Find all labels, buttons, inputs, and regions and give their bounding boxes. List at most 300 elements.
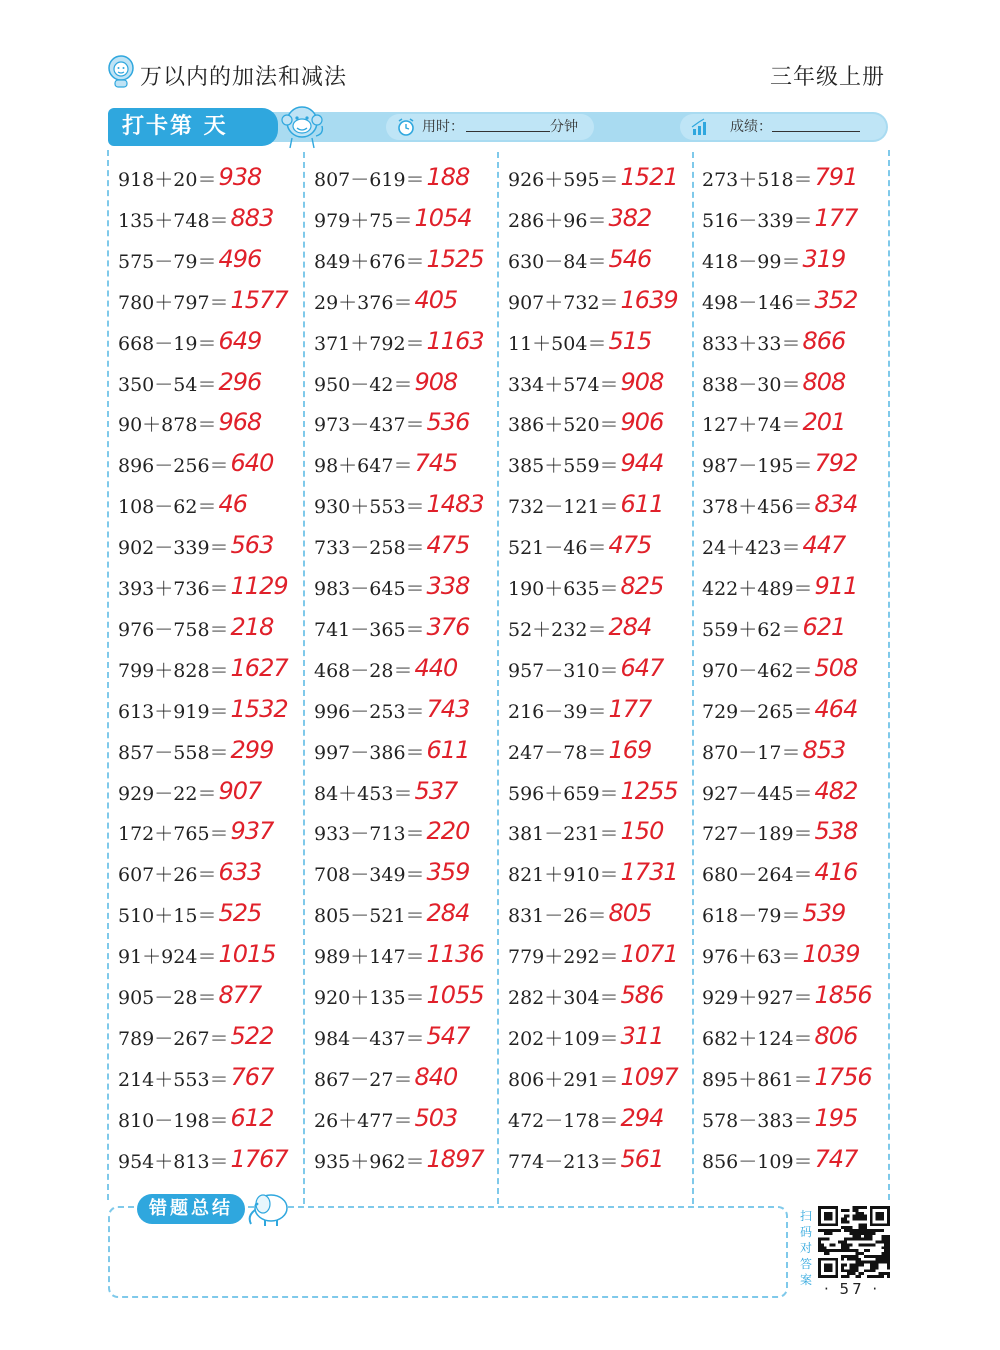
handwritten-answer: 747 [814,1144,858,1173]
problem-row [314,525,469,565]
handwritten-answer: 188 [426,163,470,191]
page-number: · 57 · [824,1280,881,1298]
problem-row [702,362,845,402]
equation-text: 91＋924＝ [118,946,217,969]
handwritten-answer: 1071 [620,940,678,969]
handwritten-answer: 767 [230,1062,274,1091]
handwritten-answer: 825 [620,572,664,600]
equation-text: 807－619＝ [314,169,425,191]
alarm-clock-icon [396,117,416,137]
problem-row [118,771,261,811]
handwritten-answer: 563 [230,531,274,560]
equation-text: 957－310＝ [508,659,619,682]
problem-row [702,280,857,320]
problem-row [702,321,845,361]
handwritten-answer: 968 [218,408,262,437]
handwritten-answer: 547 [426,1021,470,1050]
equation-text: 190＋635＝ [508,578,619,600]
column-divider [303,152,305,1204]
equation-text: 799＋828＝ [118,659,229,682]
handwritten-answer: 359 [426,858,470,887]
equation-text: 202＋109＝ [508,1027,619,1050]
equation-text: 926＋595＝ [508,169,619,191]
problem-row [118,852,261,892]
equation-text: 422＋489＝ [702,578,813,600]
equation-text: 930＋553＝ [314,496,425,519]
handwritten-answer: 586 [620,981,664,1009]
problem-row [702,198,857,238]
equation-text: 927－445＝ [702,782,813,805]
equation-text: 52＋232＝ [508,618,607,641]
problem-row [314,566,469,606]
problem-row [118,239,261,279]
handwritten-answer: 1521 [620,163,678,191]
problem-row [702,402,845,442]
problem-row [118,934,276,974]
handwritten-answer: 1163 [426,326,484,355]
handwritten-answer: 1897 [426,1144,484,1173]
problem-row [702,239,845,279]
handwritten-answer: 792 [814,449,858,478]
equation-text: 29＋376＝ [314,291,413,314]
time-label: 用时： [422,119,464,135]
handwritten-answer: 150 [620,817,664,846]
problem-row [314,484,484,524]
handwritten-answer: 319 [802,244,846,273]
problem-row [702,1016,857,1056]
handwritten-answer: 220 [426,817,470,846]
equation-text: 983－645＝ [314,578,425,600]
problem-row [508,239,651,279]
handwritten-answer: 1756 [814,1062,872,1091]
problem-row [118,689,288,729]
score-field [680,114,886,140]
handwritten-answer: 877 [218,981,262,1009]
equation-text: 607＋26＝ [118,864,217,887]
problem-row [702,771,857,811]
problem-row [508,198,651,238]
time-unit: 分钟 [550,119,578,135]
equation-text: 559＋62＝ [702,618,801,641]
problem-row [314,402,469,442]
equation-text: 805－521＝ [314,905,425,928]
answer-qr-code-icon[interactable] [818,1206,890,1278]
equation-text: 732－121＝ [508,496,619,519]
equation-text: 214＋553＝ [118,1068,229,1091]
handwritten-answer: 612 [230,1103,274,1132]
problem-row [702,934,860,974]
handwritten-answer: 311 [620,1021,664,1050]
equation-text: 385＋559＝ [508,455,619,478]
handwritten-answer: 177 [608,694,652,723]
problem-row [508,1057,678,1097]
problem-row [702,893,845,933]
handwritten-answer: 1639 [620,285,678,314]
handwritten-answer: 937 [230,817,274,846]
checkin-day-tab: 打卡第 天 [108,108,278,146]
equation-text: 810－198＝ [118,1109,229,1132]
handwritten-answer: 906 [620,408,664,437]
equation-text: 929＋927＝ [702,987,813,1009]
time-blank[interactable] [466,131,550,132]
equation-text: 468－28＝ [314,659,413,682]
equation-text: 578－383＝ [702,1109,813,1132]
equation-text: 950－42＝ [314,373,413,396]
handwritten-answer: 539 [802,899,846,928]
problem-row [702,648,857,688]
handwritten-answer: 296 [218,367,262,396]
problem-row [702,607,845,647]
problem-row [508,157,678,197]
problem-row [118,280,288,320]
page-title: 万以内的加法和减法 [140,65,348,90]
equation-text: 895＋861＝ [702,1068,813,1091]
equation-text: 727－189＝ [702,823,813,846]
equation-text: 613＋919＝ [118,700,229,723]
handwritten-answer: 1097 [620,1062,678,1091]
equation-text: 371＋792＝ [314,332,425,355]
problem-row [118,443,273,483]
equation-text: 954＋813＝ [118,1150,229,1173]
handwritten-answer: 640 [230,449,274,478]
handwritten-answer: 908 [620,367,664,396]
equation-text: 774－213＝ [508,1150,619,1173]
equation-text: 970－462＝ [702,659,813,682]
handwritten-answer: 503 [414,1103,458,1132]
equation-text: 350－54＝ [118,373,217,396]
monkey-mascot-icon [276,100,328,150]
problem-row [314,607,469,647]
handwritten-answer: 538 [814,817,858,846]
problem-row [508,566,663,606]
handwritten-answer: 218 [230,612,274,641]
handwritten-answer: 1055 [426,981,484,1009]
handwritten-answer: 561 [620,1144,664,1173]
handwritten-answer: 376 [426,612,470,641]
problem-row [508,934,678,974]
equation-text: 510＋15＝ [118,905,217,928]
handwritten-answer: 1856 [814,981,872,1009]
problem-row [508,689,651,729]
mistake-summary-label: 错题总结 [137,1194,245,1224]
equation-text: 806＋291＝ [508,1068,619,1091]
handwritten-answer: 464 [814,694,858,723]
handwritten-answer: 883 [230,203,274,232]
handwritten-answer: 1525 [426,244,484,273]
equation-text: 856－109＝ [702,1150,813,1173]
problem-row [118,157,261,197]
handwritten-answer: 745 [414,449,458,478]
problem-row [508,525,651,565]
handwritten-answer: 482 [814,776,858,805]
equation-text: 11＋504＝ [508,332,607,355]
equation-text: 498－146＝ [702,291,813,314]
equation-text: 472－178＝ [508,1109,619,1132]
equation-text: 780＋797＝ [118,291,229,314]
problem-row [508,443,663,483]
problem-row [314,852,469,892]
equation-text: 286＋96＝ [508,209,607,232]
equation-text: 857－558＝ [118,741,229,764]
problem-row [314,321,484,361]
handwritten-answer: 536 [426,408,470,437]
equation-text: 247－78＝ [508,741,607,764]
problem-row [314,934,484,974]
problem-row [118,1098,273,1138]
handwritten-answer: 475 [426,531,470,560]
problem-row [702,1057,872,1097]
handwritten-answer: 284 [608,612,652,641]
handwritten-answer: 834 [814,490,858,519]
equation-text: 98＋647＝ [314,455,413,478]
problem-row [508,771,678,811]
problem-row [508,730,651,770]
equation-text: 680－264＝ [702,864,813,887]
handwritten-answer: 1039 [802,940,860,969]
handwritten-answer: 195 [814,1103,858,1132]
equation-text: 833＋33＝ [702,332,801,355]
handwritten-answer: 1627 [230,653,288,682]
problem-row [508,1016,663,1056]
problem-row [118,1057,273,1097]
equation-text: 929－22＝ [118,782,217,805]
problem-row [314,198,472,238]
equation-text: 918＋20＝ [118,169,217,191]
equation-text: 976＋63＝ [702,946,801,969]
handwritten-answer: 416 [814,858,858,887]
equation-text: 618－79＝ [702,905,801,928]
equation-text: 708－349＝ [314,864,425,887]
equation-text: 979＋75＝ [314,209,413,232]
problem-row [508,402,663,442]
equation-text: 630－84＝ [508,250,607,273]
equation-text: 386＋520＝ [508,414,619,437]
equation-text: 575－79＝ [118,250,217,273]
handwritten-answer: 1767 [230,1144,288,1173]
problem-row [508,280,678,320]
problem-row [314,280,457,320]
equation-text: 393＋736＝ [118,578,229,600]
handwritten-answer: 791 [814,163,858,191]
problem-row [118,893,261,933]
handwritten-answer: 496 [218,244,262,273]
equation-text: 172＋765＝ [118,823,229,846]
problem-row [508,321,651,361]
handwritten-answer: 633 [218,858,262,887]
problem-row [314,771,457,811]
column-divider [692,152,694,1204]
problem-row [702,484,857,524]
handwritten-answer: 299 [230,735,274,764]
handwritten-answer: 611 [426,735,470,764]
handwritten-answer: 338 [426,572,470,600]
handwritten-answer: 447 [802,531,846,560]
problem-row [702,975,872,1015]
problem-row [118,198,273,238]
handwritten-answer: 405 [414,285,458,314]
problem-row [508,811,663,851]
equation-text: 334＋574＝ [508,373,619,396]
problem-row [702,1098,857,1138]
lion-mascot-icon [106,54,136,88]
score-label: 成绩： [730,119,772,135]
handwritten-answer: 1015 [218,940,276,969]
equation-text: 596＋659＝ [508,782,619,805]
problem-row [314,648,457,688]
handwritten-answer: 525 [218,899,262,928]
handwritten-answer: 46 [218,490,247,519]
problem-row [118,975,261,1015]
equation-text: 668－19＝ [118,332,217,355]
problem-row [314,730,469,770]
handwritten-answer: 294 [620,1103,664,1132]
handwritten-answer: 1483 [426,490,484,519]
equation-text: 108－62＝ [118,496,217,519]
handwritten-answer: 1255 [620,776,678,805]
handwritten-answer: 649 [218,326,262,355]
handwritten-answer: 537 [414,776,458,805]
problem-row [118,566,288,606]
problem-row [702,1139,857,1179]
problem-row [314,157,469,197]
equation-text: 984－437＝ [314,1027,425,1050]
problem-row [508,1139,663,1179]
handwritten-answer: 440 [414,653,458,682]
handwritten-answer: 853 [802,735,846,764]
equation-text: 831－26＝ [508,905,607,928]
handwritten-answer: 911 [814,572,858,600]
time-field [386,114,594,140]
equation-text: 838－30＝ [702,373,801,396]
problem-row [508,362,663,402]
handwritten-answer: 647 [620,653,664,682]
equation-text: 418－99＝ [702,250,801,273]
problem-row [508,648,663,688]
equation-text: 381－231＝ [508,823,619,846]
problem-row [702,730,845,770]
handwritten-answer: 177 [814,203,858,232]
handwritten-answer: 1136 [426,940,484,969]
equation-text: 996－253＝ [314,700,425,723]
equation-text: 849＋676＝ [314,250,425,273]
handwritten-answer: 515 [608,326,652,355]
problem-row [118,402,261,442]
equation-text: 997－386＝ [314,741,425,764]
equation-text: 135＋748＝ [118,209,229,232]
elephant-mascot-icon [243,1186,295,1228]
equation-text: 26＋477＝ [314,1109,413,1132]
equation-text: 902－339＝ [118,537,229,560]
problem-row [314,811,469,851]
handwritten-answer: 944 [620,449,664,478]
handwritten-answer: 743 [426,694,470,723]
handwritten-answer: 1054 [414,203,472,232]
equation-text: 870－17＝ [702,741,801,764]
handwritten-answer: 201 [802,408,846,437]
equation-text: 521－46＝ [508,537,607,560]
problem-row [702,852,857,892]
problem-row [314,1057,457,1097]
handwritten-answer: 382 [608,203,652,232]
handwritten-answer: 805 [608,899,652,928]
handwritten-answer: 508 [814,653,858,682]
equation-text: 733－258＝ [314,537,425,560]
handwritten-answer: 621 [802,612,846,641]
equation-text: 127＋74＝ [702,414,801,437]
problem-row [508,893,651,933]
handwritten-answer: 546 [608,244,652,273]
handwritten-answer: 866 [802,326,846,355]
problem-row [702,157,857,197]
equation-text: 867－27＝ [314,1068,413,1091]
handwritten-answer: 1532 [230,694,288,723]
problem-row [118,811,273,851]
equation-text: 24＋423＝ [702,537,801,560]
handwritten-answer: 808 [802,367,846,396]
equation-text: 987－195＝ [702,455,813,478]
equation-text: 273＋518＝ [702,169,813,191]
handwritten-answer: 522 [230,1021,274,1050]
score-blank[interactable] [772,131,860,132]
handwritten-answer: 1731 [620,858,678,887]
problem-row [702,689,857,729]
handwritten-answer: 611 [620,490,664,519]
problem-row [508,484,663,524]
problem-row [508,1098,663,1138]
problem-row [508,852,678,892]
problem-row [118,1139,288,1179]
handwritten-answer: 352 [814,285,858,314]
problem-row [118,648,288,688]
problem-row [118,1016,273,1056]
qr-caption: 扫码对答案 [800,1209,813,1287]
problem-row [314,975,484,1015]
handwritten-answer: 169 [608,735,652,764]
handwritten-answer: 907 [218,776,262,805]
problem-row [702,525,845,565]
problem-row [118,607,273,647]
problem-row [508,975,663,1015]
equation-text: 779＋292＝ [508,946,619,969]
trophy-chart-icon [690,117,710,137]
equation-text: 282＋304＝ [508,987,619,1009]
problem-row [314,1016,469,1056]
problem-row [702,443,857,483]
handwritten-answer: 1129 [230,572,288,600]
equation-text: 516－339＝ [702,209,813,232]
equation-text: 90＋878＝ [118,414,217,437]
problem-row [314,1139,484,1179]
handwritten-answer: 908 [414,367,458,396]
equation-text: 896－256＝ [118,455,229,478]
equation-text: 741－365＝ [314,618,425,641]
handwritten-answer: 475 [608,531,652,560]
equation-text: 378＋456＝ [702,496,813,519]
handwritten-answer: 284 [426,899,470,928]
equation-text: 682＋124＝ [702,1027,813,1050]
problem-row [118,321,261,361]
problem-row [118,730,273,770]
handwritten-answer: 806 [814,1021,858,1050]
equation-text: 216－39＝ [508,700,607,723]
problem-row [314,443,457,483]
problem-row [118,484,247,524]
equation-text: 907＋732＝ [508,291,619,314]
equation-text: 84＋453＝ [314,782,413,805]
column-divider [497,152,499,1204]
handwritten-answer: 1577 [230,285,288,314]
equation-text: 789－267＝ [118,1027,229,1050]
